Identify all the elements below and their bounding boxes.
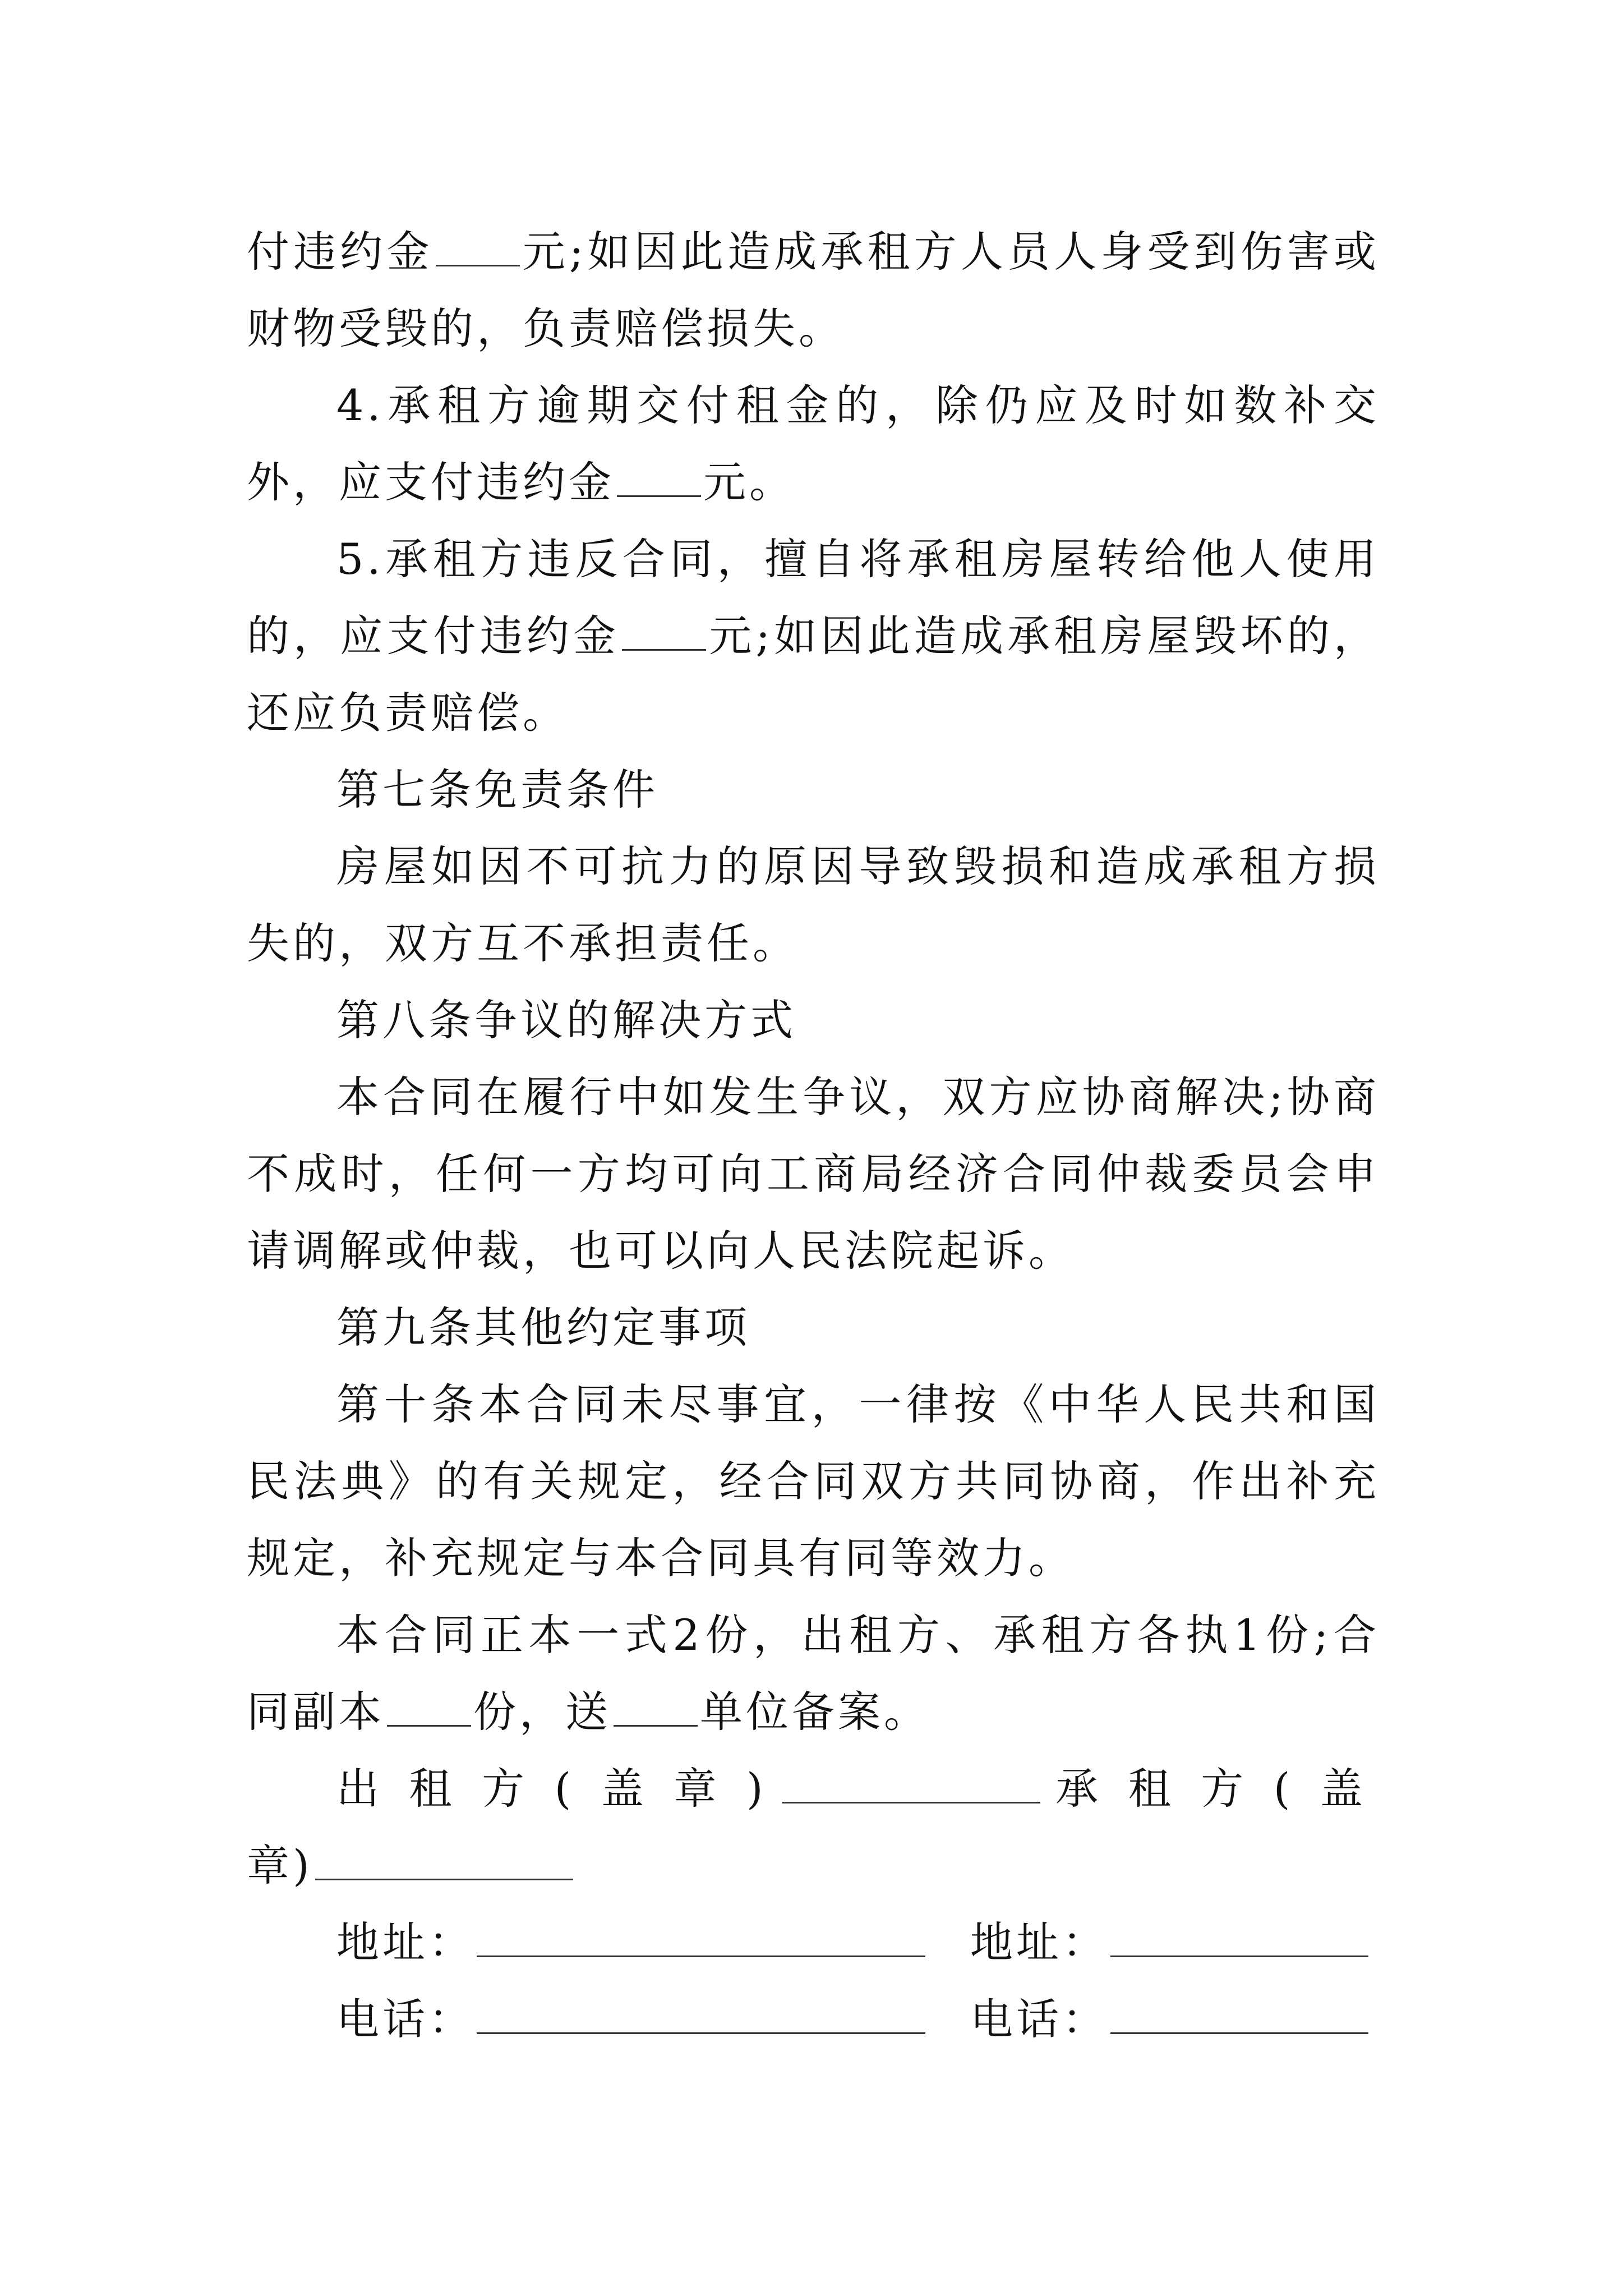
- blank-line: [614, 1724, 698, 1727]
- signature-line: [247, 1750, 1380, 1827]
- phone-label: 电话：: [336, 1994, 474, 2044]
- paragraph-text: 5.承租方违反合同，擅自将承租房屋转给他人使用的，应支付违约金: [247, 534, 1380, 661]
- phone-blank: [1110, 2032, 1368, 2034]
- blank-line: [387, 1724, 471, 1727]
- lessee-address: [970, 1904, 1371, 1981]
- paragraph-text: 4.承租方逾期交付租金的，除仍应及时如数补交外，应支付违约金: [247, 380, 1380, 507]
- address-blank: [477, 1955, 925, 1957]
- lessor-seal-label: 出租方(盖章): [336, 1764, 780, 1814]
- paragraph-text: 单位备案。: [700, 1687, 930, 1737]
- blank-line: [617, 495, 701, 497]
- heading-article-7: 第七条免责条件: [336, 765, 658, 815]
- address-label: 地址：: [970, 1917, 1108, 1967]
- phone-label: 电话：: [970, 1994, 1108, 2044]
- signature-line-continued: [247, 1827, 1380, 1904]
- blank-line: [622, 648, 706, 651]
- paragraph-text: 元;如因此造成承租方人员人身受到伤害或财物受毁的，负责赔偿损失。: [247, 227, 1380, 353]
- paragraph-article-10: 第十条本合同未尽事宜，一律按《中华人民共和国民法典》的有关规定，经合同双方共同协商，作出补充规定，补充规定与本合同具有同等效力。: [247, 1379, 1380, 1583]
- paragraph-late-rent: [247, 367, 1380, 521]
- contract-text: [247, 213, 1380, 2058]
- heading-article-9: 第九条其他约定事项: [336, 1303, 750, 1352]
- phone-row: [247, 1981, 1380, 2058]
- lessee-seal-label-end: 章): [247, 1841, 313, 1890]
- paragraph-sublease-breach: [247, 521, 1380, 751]
- lessor-address: [336, 1904, 928, 1981]
- lessor-seal-blank: [782, 1801, 1040, 1803]
- paragraph-force-majeure: 房屋如因不可抗力的原因导致毁损和造成承租方损失的，双方互不承担责任。: [247, 841, 1380, 968]
- address-label: 地址：: [336, 1917, 474, 1967]
- lessee-seal-label: 承租方(盖: [1042, 1764, 1380, 1814]
- lessor-phone: [336, 1981, 928, 2058]
- lessee-seal-blank: [315, 1878, 573, 1880]
- paragraph-text: 元;如因此造成承租房屋毁坏的，还应负责赔偿。: [247, 611, 1380, 738]
- heading-article-8: 第八条争议的解决方式: [336, 995, 796, 1045]
- paragraph-text: 本合同正本一式2份，出租方、承租方各执1份;合同副本: [247, 1610, 1380, 1737]
- address-blank: [1110, 1955, 1368, 1957]
- paragraph-text: 付违约金: [247, 227, 434, 277]
- phone-blank: [477, 2032, 925, 2034]
- paragraph-dispute-resolution: 本合同在履行中如发生争议，双方应协商解决;协商不成时，任何一方均可向工商局经济合同仲裁委员会申请调解或仲裁，也可以向人民法院起诉。: [247, 1072, 1380, 1276]
- blank-line: [436, 264, 520, 266]
- paragraph-text: 份，送: [473, 1687, 611, 1737]
- paragraph-text: 元。: [703, 457, 795, 507]
- lessee-phone: [970, 1981, 1371, 2058]
- paragraph-copies: [247, 1596, 1380, 1750]
- paragraph-penalty-injury: [247, 213, 1380, 367]
- address-row: [247, 1904, 1380, 1981]
